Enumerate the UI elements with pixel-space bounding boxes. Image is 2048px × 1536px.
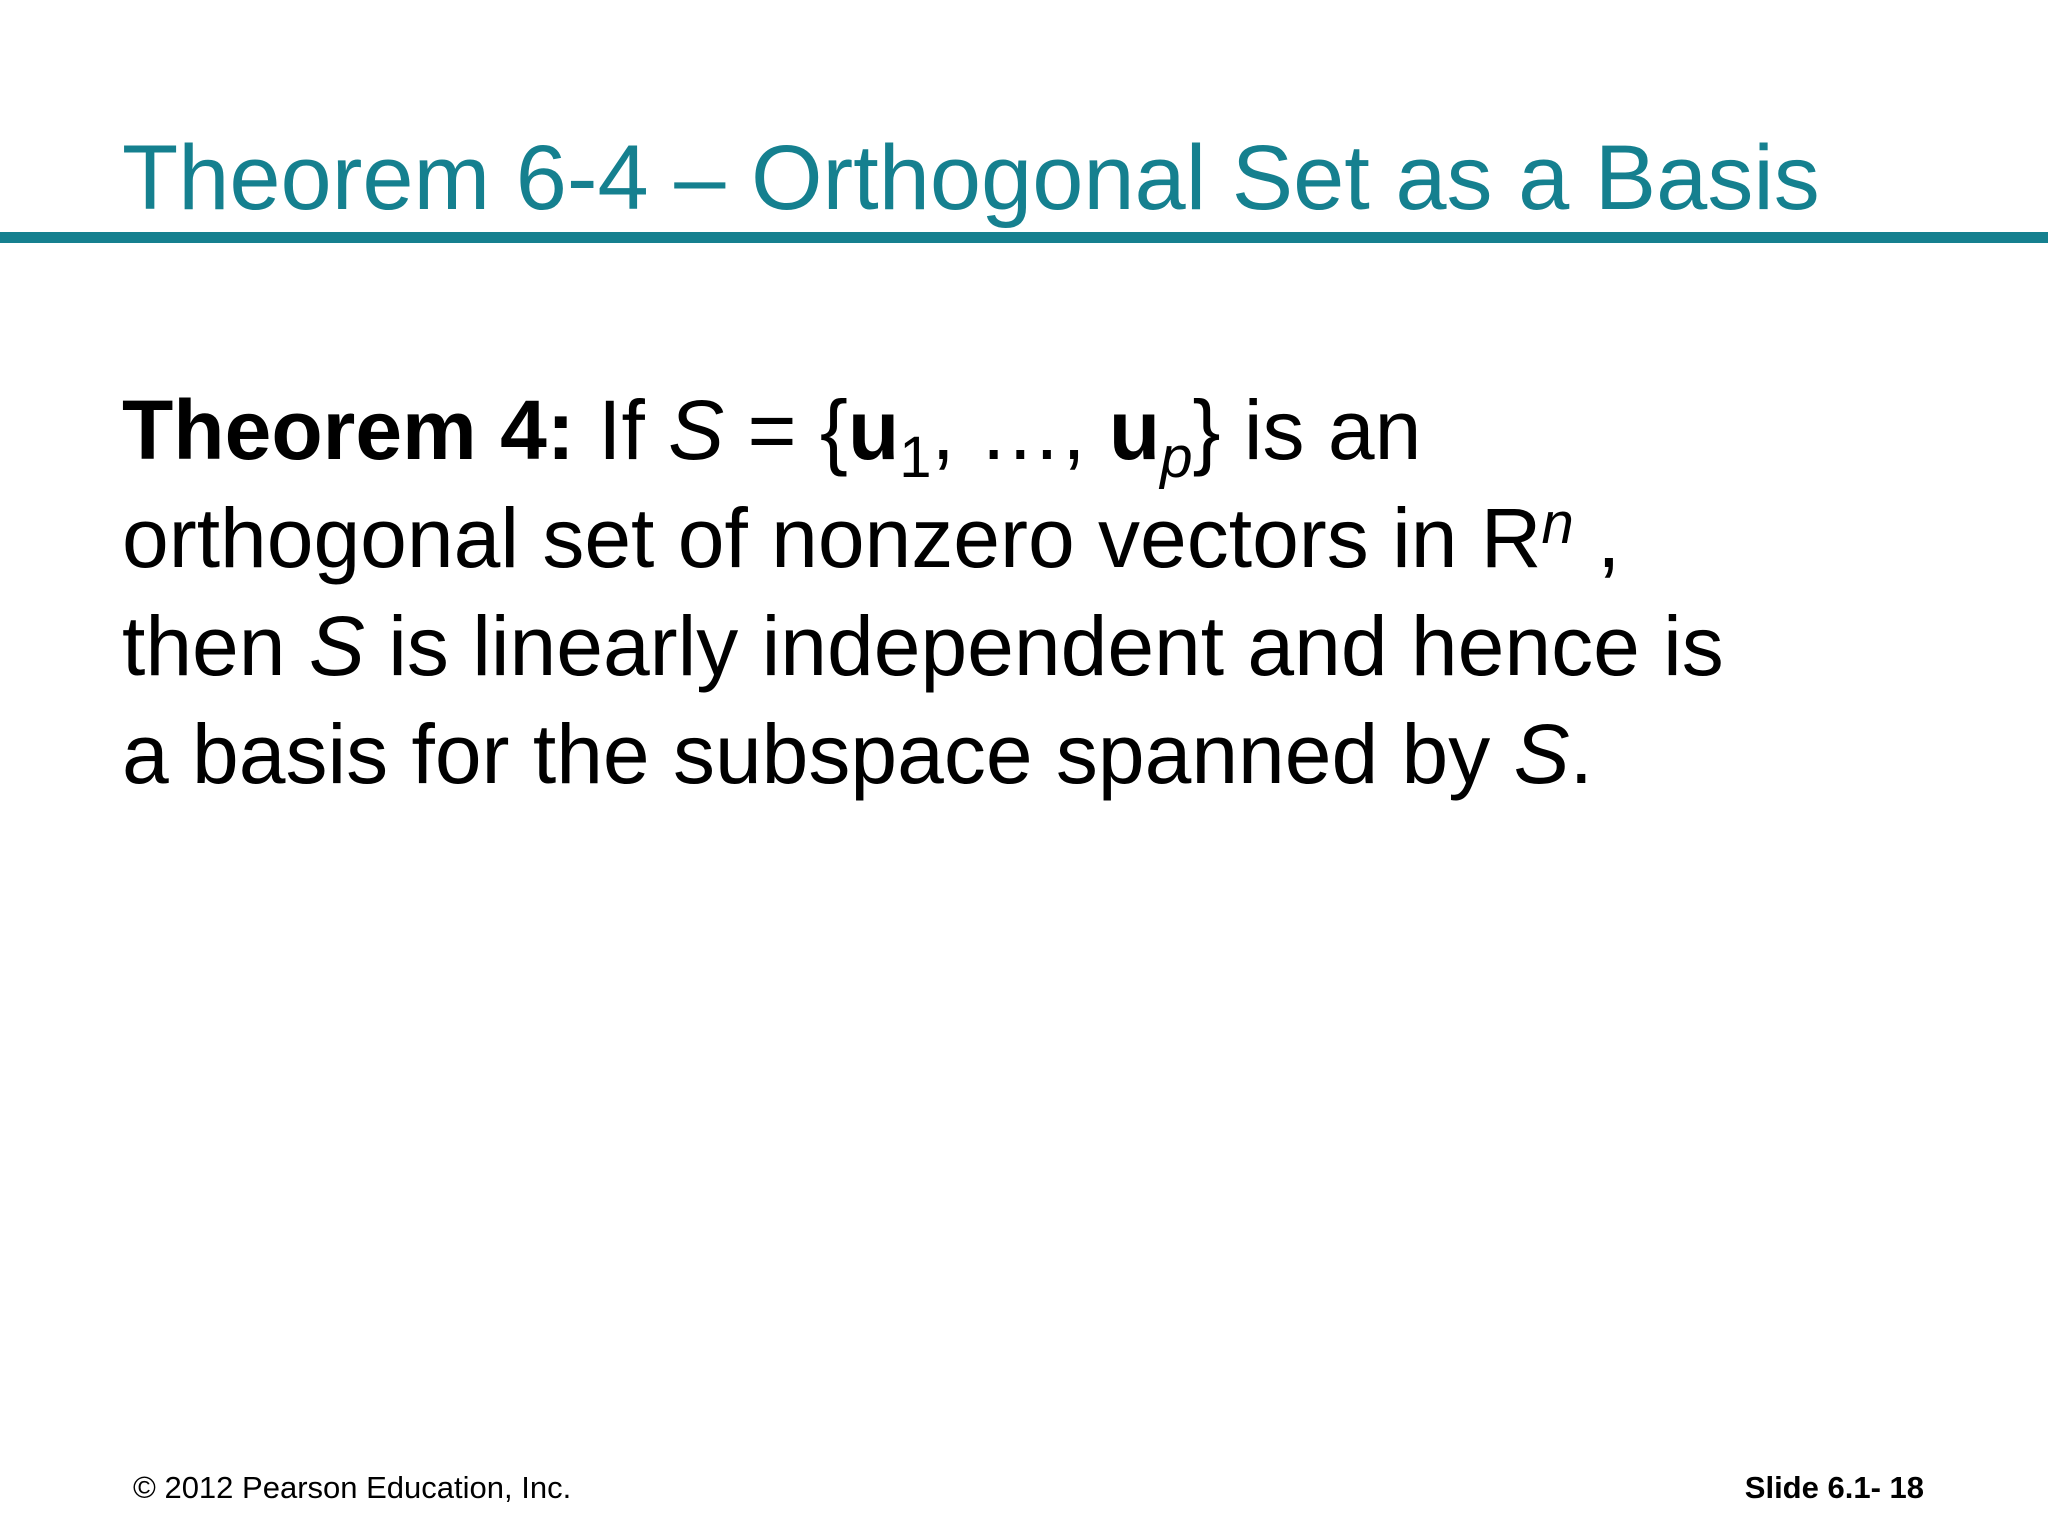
subscript-1: 1 — [899, 425, 932, 490]
line-2-text: orthogonal set of nonzero vectors in R — [122, 491, 1542, 585]
line-3-before: then — [122, 599, 309, 693]
set-open: = { — [724, 383, 848, 477]
subscript-p: p — [1160, 425, 1193, 490]
line-2-after: , — [1573, 491, 1621, 585]
slide-number: Slide 6.1- 18 — [1744, 1470, 1924, 1505]
title-divider — [0, 232, 2048, 243]
theorem-label: Theorem 4: — [122, 383, 575, 477]
set-symbol-s: S — [668, 383, 725, 477]
ellipsis: , …, — [931, 383, 1109, 477]
theorem-if: If — [574, 383, 669, 477]
line-4-before: a basis for the subspace spanned by — [122, 707, 1514, 801]
line-4-after: . — [1569, 707, 1593, 801]
set-close: } is an — [1192, 383, 1422, 477]
line-3-after: is linearly independent and hence is — [364, 599, 1724, 693]
theorem-statement — [122, 376, 1962, 808]
copyright-notice: © 2012 Pearson Education, Inc. — [133, 1470, 572, 1505]
slide-title: Theorem 6-4 – Orthogonal Set as a Basis — [122, 127, 1820, 229]
theorem-line-1 — [122, 376, 1962, 490]
theorem-line-4 — [122, 700, 1962, 808]
vector-up: u — [1108, 383, 1161, 477]
vector-u1: u — [847, 383, 900, 477]
superscript-n: n — [1541, 491, 1574, 556]
set-symbol-s: S — [308, 599, 365, 693]
theorem-line-2 — [122, 484, 1962, 592]
set-symbol-s: S — [1513, 707, 1570, 801]
theorem-line-3 — [122, 592, 1962, 700]
